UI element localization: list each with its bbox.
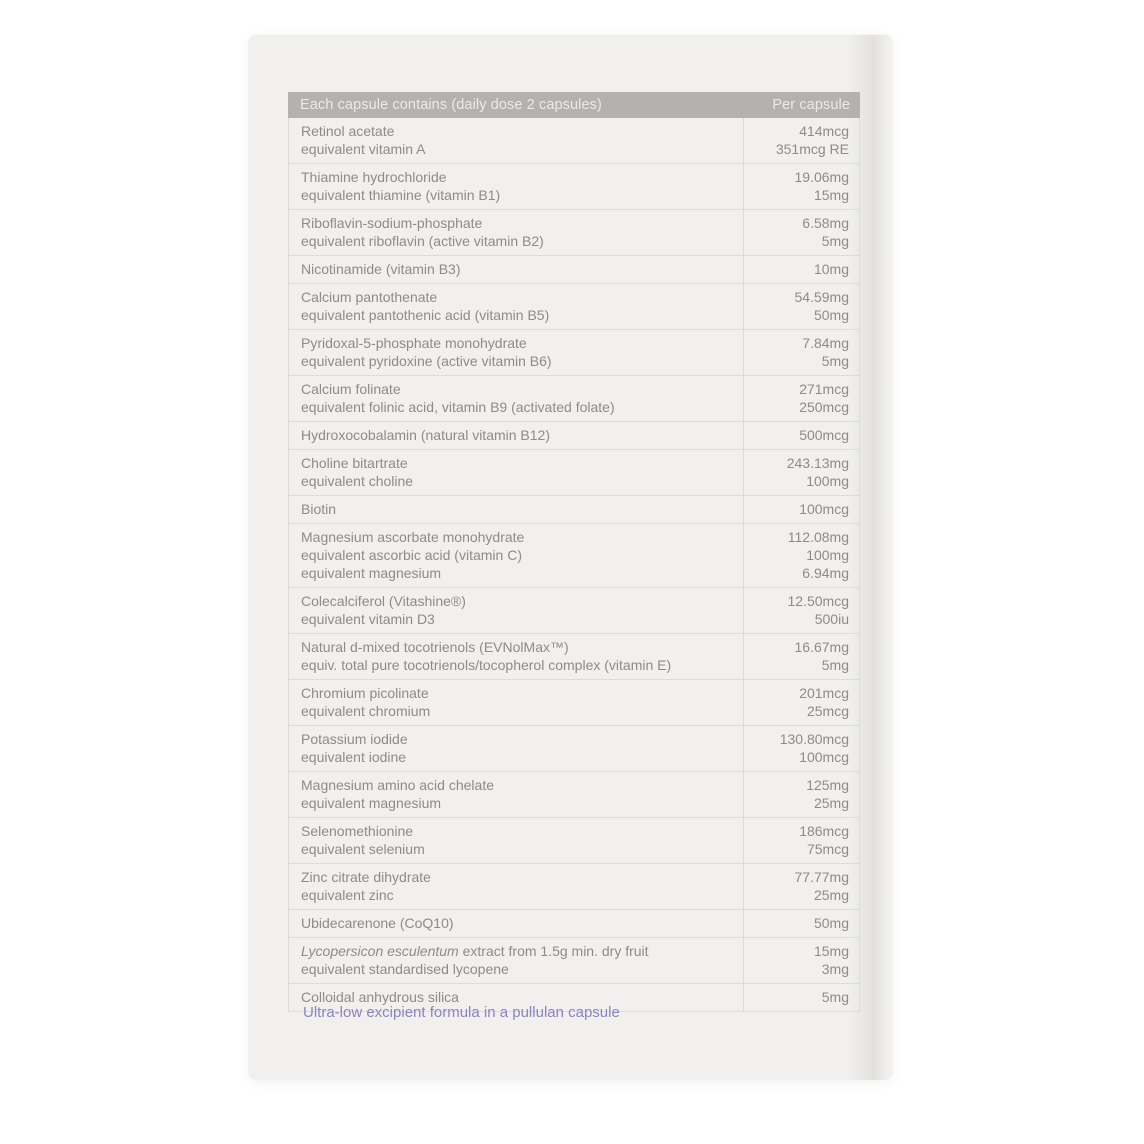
ingredient-line: Choline bitartrate bbox=[301, 455, 408, 471]
table-row bbox=[289, 725, 859, 771]
ingredient-line: equivalent chromium bbox=[301, 703, 431, 719]
amount-line: 25mg bbox=[813, 795, 849, 811]
ingredient-cell bbox=[289, 284, 743, 329]
amount-line: 75mcg bbox=[806, 841, 849, 857]
amount-cell bbox=[743, 938, 859, 983]
amount-line: 19.06mg bbox=[794, 169, 849, 185]
amount-line: 5mg bbox=[821, 657, 849, 673]
amount-line: 25mcg bbox=[806, 703, 849, 719]
amount-line: 201mcg bbox=[799, 685, 849, 701]
amount-line: 50mg bbox=[813, 915, 849, 931]
ingredient-line: Pyridoxal-5-phosphate monohydrate bbox=[301, 335, 527, 351]
column-header-per-capsule: Per capsule bbox=[772, 97, 850, 113]
amount-line: 77.77mg bbox=[794, 869, 849, 885]
table-row bbox=[289, 283, 859, 329]
amount-cell bbox=[743, 680, 859, 725]
excipient-note: Ultra-low excipient formula in a pullulan capsule bbox=[303, 1004, 620, 1021]
amount-line: 500mcg bbox=[799, 427, 849, 443]
amount-cell bbox=[743, 984, 859, 1011]
amount-line: 100mcg bbox=[799, 501, 849, 517]
amount-line: 243.13mg bbox=[786, 455, 849, 471]
ingredient-cell bbox=[289, 422, 743, 449]
ingredient-cell bbox=[289, 376, 743, 421]
ingredient-line: equivalent standardised lycopene bbox=[301, 961, 509, 977]
table-row bbox=[289, 329, 859, 375]
amount-line: 5mg bbox=[821, 233, 849, 249]
ingredient-line: Nicotinamide (vitamin B3) bbox=[301, 261, 461, 277]
ingredient-cell bbox=[289, 864, 743, 909]
ingredient-cell bbox=[289, 938, 743, 983]
ingredient-line: equivalent choline bbox=[301, 473, 414, 489]
amount-cell bbox=[743, 818, 859, 863]
ingredient-line: Natural d-mixed tocotrienols (EVNolMax™) bbox=[301, 639, 569, 655]
amount-cell bbox=[743, 726, 859, 771]
ingredient-cell bbox=[289, 210, 743, 255]
ingredient-cell bbox=[289, 634, 743, 679]
ingredient-cell bbox=[289, 726, 743, 771]
amount-line: 100mg bbox=[806, 547, 849, 563]
ingredient-line: Biotin bbox=[301, 501, 337, 517]
ingredient-line: Riboflavin-sodium-phosphate bbox=[301, 215, 483, 231]
amount-line: 54.59mg bbox=[794, 289, 849, 305]
table-row bbox=[289, 163, 859, 209]
amount-line: 271mcg bbox=[799, 381, 849, 397]
ingredient-line: equivalent riboflavin (active vitamin B2) bbox=[301, 233, 544, 249]
table-row bbox=[289, 633, 859, 679]
ingredient-line: equivalent zinc bbox=[301, 887, 394, 903]
ingredient-cell bbox=[289, 450, 743, 495]
ingredient-line: equivalent iodine bbox=[301, 749, 407, 765]
ingredient-cell bbox=[289, 164, 743, 209]
ingredient-cell bbox=[289, 772, 743, 817]
table-row bbox=[289, 817, 859, 863]
ingredient-line: equivalent pantothenic acid (vitamin B5) bbox=[301, 307, 550, 323]
amount-line: 3mg bbox=[821, 961, 849, 977]
ingredient-cell bbox=[289, 910, 743, 937]
table-row bbox=[289, 209, 859, 255]
amount-line: 100mg bbox=[806, 473, 849, 489]
amount-line: 186mcg bbox=[799, 823, 849, 839]
table-row bbox=[289, 523, 859, 587]
ingredient-line: Lycopersicon esculentum extract from 1.5g min. dry fruit bbox=[301, 943, 649, 959]
amount-cell bbox=[743, 422, 859, 449]
amount-line: 50mg bbox=[813, 307, 849, 323]
ingredient-line: equivalent selenium bbox=[301, 841, 425, 857]
table-body bbox=[288, 118, 860, 1012]
amount-line: 5mg bbox=[821, 353, 849, 369]
ingredient-line: Chromium picolinate bbox=[301, 685, 429, 701]
table-row bbox=[289, 421, 859, 449]
amount-cell bbox=[743, 910, 859, 937]
amount-line: 15mg bbox=[813, 187, 849, 203]
amount-line: 15mg bbox=[813, 943, 849, 959]
supplement-facts-table bbox=[288, 92, 860, 1012]
amount-cell bbox=[743, 330, 859, 375]
amount-cell bbox=[743, 496, 859, 523]
table-row bbox=[289, 863, 859, 909]
ingredient-cell bbox=[289, 524, 743, 587]
ingredient-line: equivalent pyridoxine (active vitamin B6) bbox=[301, 353, 552, 369]
ingredient-line: Ubidecarenone (CoQ10) bbox=[301, 915, 454, 931]
amount-line: 414mcg bbox=[799, 123, 849, 139]
column-header-ingredients: Each capsule contains (daily dose 2 capsules) bbox=[300, 97, 602, 113]
table-row bbox=[289, 495, 859, 523]
table-row bbox=[289, 118, 859, 163]
amount-line: 25mg bbox=[813, 887, 849, 903]
amount-cell bbox=[743, 864, 859, 909]
amount-line: 6.94mg bbox=[802, 565, 849, 581]
ingredient-line: equivalent thiamine (vitamin B1) bbox=[301, 187, 501, 203]
ingredient-line: equivalent vitamin A bbox=[301, 141, 426, 157]
ingredient-line: equiv. total pure tocotrienols/tocopherol complex (vitamin E) bbox=[301, 657, 672, 673]
ingredient-cell bbox=[289, 496, 743, 523]
table-row bbox=[289, 255, 859, 283]
ingredient-cell bbox=[289, 588, 743, 633]
ingredient-cell bbox=[289, 818, 743, 863]
table-row bbox=[289, 771, 859, 817]
ingredient-line: Magnesium ascorbate monohydrate bbox=[301, 529, 525, 545]
ingredient-line: Zinc citrate dihydrate bbox=[301, 869, 431, 885]
ingredient-line: equivalent magnesium bbox=[301, 565, 442, 581]
amount-line: 130.80mcg bbox=[779, 731, 849, 747]
amount-cell bbox=[743, 118, 859, 163]
table-row bbox=[289, 909, 859, 937]
amount-cell bbox=[743, 256, 859, 283]
amount-cell bbox=[743, 634, 859, 679]
amount-line: 10mg bbox=[813, 261, 849, 277]
ingredient-line: Colecalciferol (Vitashine®) bbox=[301, 593, 466, 609]
amount-cell bbox=[743, 524, 859, 587]
table-row bbox=[289, 937, 859, 983]
amount-line: 5mg bbox=[821, 989, 849, 1005]
ingredient-line: Retinol acetate bbox=[301, 123, 395, 139]
table-row bbox=[289, 375, 859, 421]
ingredient-line: Selenomethionine bbox=[301, 823, 414, 839]
amount-cell bbox=[743, 450, 859, 495]
amount-cell bbox=[743, 772, 859, 817]
supplement-box-back-panel bbox=[248, 34, 893, 1080]
ingredient-line: equivalent ascorbic acid (vitamin C) bbox=[301, 547, 522, 563]
amount-cell bbox=[743, 376, 859, 421]
ingredient-line: Magnesium amino acid chelate bbox=[301, 777, 494, 793]
ingredient-cell bbox=[289, 330, 743, 375]
amount-line: 6.58mg bbox=[802, 215, 849, 231]
amount-cell bbox=[743, 284, 859, 329]
table-row bbox=[289, 449, 859, 495]
ingredient-line: Colloidal anhydrous silica bbox=[301, 989, 459, 1005]
ingredient-line: equivalent magnesium bbox=[301, 795, 442, 811]
amount-line: 250mcg bbox=[799, 399, 849, 415]
table-row bbox=[289, 679, 859, 725]
amount-line: 100mcg bbox=[799, 749, 849, 765]
table-row bbox=[289, 587, 859, 633]
ingredient-cell bbox=[289, 118, 743, 163]
amount-line: 16.67mg bbox=[794, 639, 849, 655]
amount-cell bbox=[743, 588, 859, 633]
amount-cell bbox=[743, 164, 859, 209]
amount-line: 125mg bbox=[806, 777, 849, 793]
ingredient-line: Calcium folinate bbox=[301, 381, 401, 397]
amount-line: 112.08mg bbox=[787, 529, 849, 545]
amount-line: 7.84mg bbox=[802, 335, 849, 351]
ingredient-cell bbox=[289, 256, 743, 283]
ingredient-line: Hydroxocobalamin (natural vitamin B12) bbox=[301, 427, 550, 443]
amount-line: 351mcg RE bbox=[775, 141, 849, 157]
ingredient-cell bbox=[289, 680, 743, 725]
ingredient-line: Calcium pantothenate bbox=[301, 289, 438, 305]
amount-line: 500iu bbox=[814, 611, 849, 627]
amount-cell bbox=[743, 210, 859, 255]
ingredient-line: Thiamine hydrochloride bbox=[301, 169, 447, 185]
table-header-row bbox=[288, 92, 860, 118]
ingredient-line: equivalent vitamin D3 bbox=[301, 611, 435, 627]
amount-line: 12.50mcg bbox=[787, 593, 849, 609]
ingredient-line: equivalent folinic acid, vitamin B9 (activated folate) bbox=[301, 399, 615, 415]
ingredient-line: Potassium iodide bbox=[301, 731, 408, 747]
